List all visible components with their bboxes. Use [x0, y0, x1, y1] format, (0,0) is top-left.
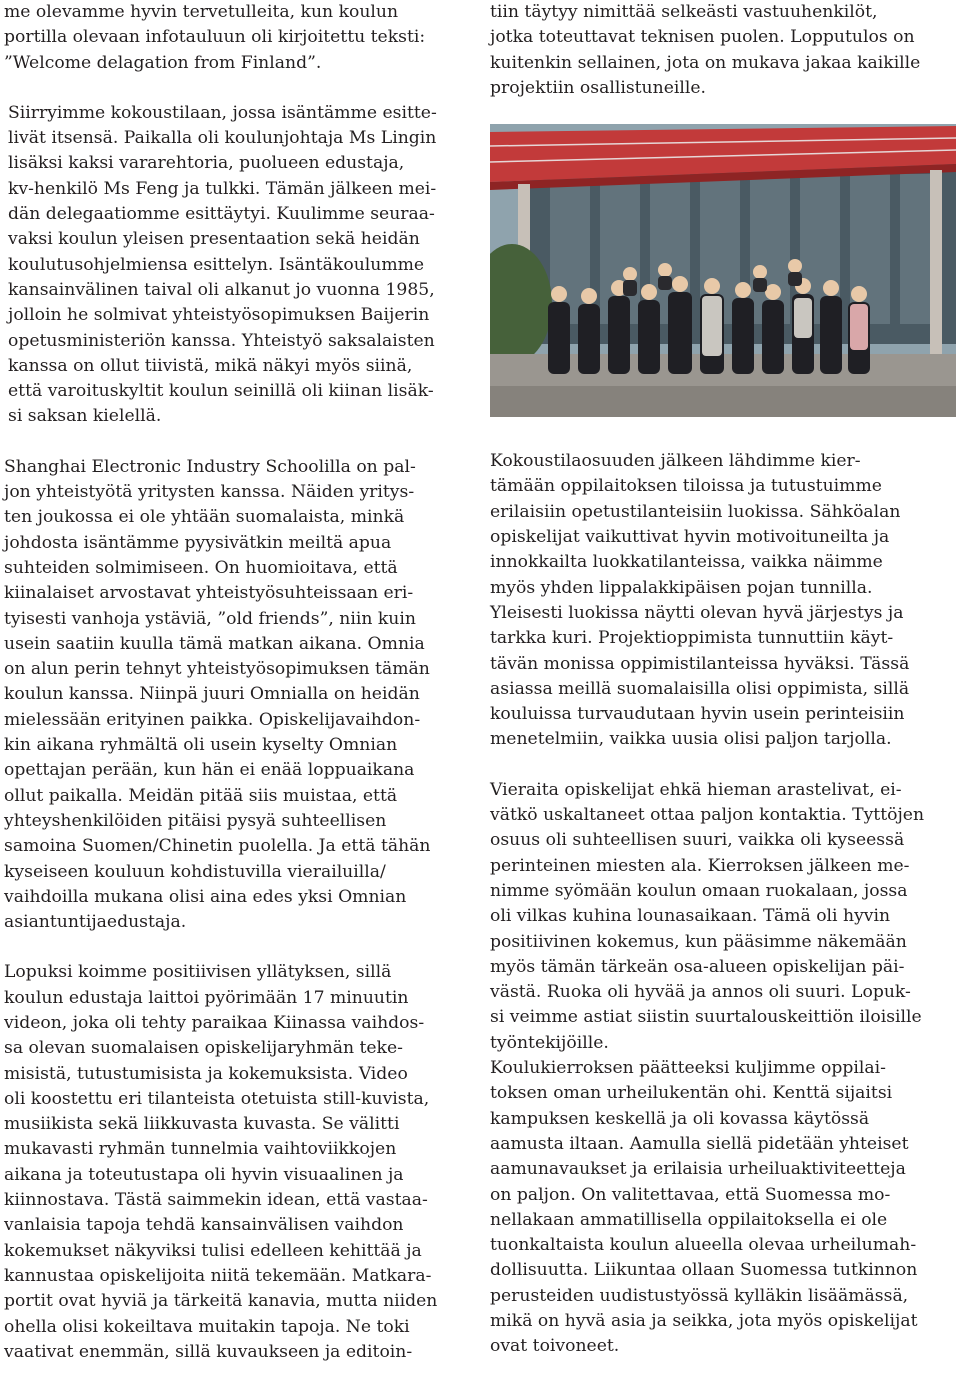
paragraph: me olevamme hyvin tervetulleita, kun koulun portilla olevaan infotauluun oli kirjoitettu teksti: ”Welcome delagation from Finland”. — [4, 2, 426, 73]
paragraph: Kokoustilaosuuden jälkeen lähdimme kier- tämään oppilaitoksen tiloissa ja tutustuimme erilaisiin opetustilanteisiin luokissa. Sähköalan opiskelijat vaikuttivat hyvin motivoituneilta ja innokkailta luokkatilanteissa, vaikka näimme myös yhden lippalakkipäisen pojan tunnilla. Yleisesti luokissa näytti olevan hyvä järjestys ja tarkka kuri. Projektioppimista tunnuttiin käyt- tävän monissa oppimistilanteissa hyväksi. Tässä asiassa meillä suomalaisilla olisi oppimista, sillä kouluissa turvaudutaan hyvin usein perinteisiin menetelmiin, vaikka uusia olisi paljon tarjolla. — [490, 451, 910, 750]
left-column — [4, 0, 466, 1365]
paragraph: Vieraita opiskelijat ehkä hieman arastelivat, ei- vätkö uskaltaneet ottaa paljon kontaktia. Tyttöjen osuus oli suhteellisen suuri, vaikka oli kyseessä perinteinen miesten ala. Kierroksen jälkeen me- nimme syömään koulun omaan ruokalaan, jossa oli vilkas kuhina lounasaikaan. Tämä oli hyvin positiivinen kokemus, kun pääsimme näkemään myös tämän tärkeän osa-alueen opiskelijan päi- västä. Ruoka oli hyvää ja annos oli suuri. Lopuk- si veimme astiat siistin suurtalouskeittiön iloisille työntekijöille. Koulukierroksen päätteeksi kuljimme oppilai- toksen oman urheilukentän ohi. Kenttä sijaitsi kampuksen keskellä ja oli kovassa käytössä aamusta iltaan. Aamulla siellä pidetään yhteiset aamunavaukset ja erilaisia urheiluaktiviteetteja on paljon. On valitettavaa, että Suomessa mo- nellakaan ammatillisella oppilaitoksella ei ole tuonkaltaista koulun alueella olevaa urheilumah- dollisuutta. Liikuntaa ollaan Suomessa tutkinnon perusteiden uudistustyössä kylläkin lisäämässä, mikä on hyvä asia ja seikka, jota myös opiskelijat ovat toivoneet. — [490, 779, 925, 1357]
group-photo-illustration — [490, 124, 956, 417]
paragraph: Shanghai Electronic Industry Schoolilla on pal- jon yhteistyötä yritysten kanssa. Näiden yritys- ten joukossa ei ole yhtään suomalaista, minkä johdosta isäntämme pyysivätkin meiltä apua suhteiden solmimiseen. On huomioitava, että kiinalaiset arvostavat yhteistyösuhteissaan eri- tyisesti vanhoja ystäviä, ”old friends”, niin kuin usein saatiin kuulla tämä matkan aikana. Omnia on alun perin tehnyt yhteistyösopimuksen tämän koulun kanssa. Niinpä juuri Omnialla on heidän mielessään erityinen paikka. Opiskelijavaihdon- kin aikana ryhmältä oli usein kyselty Omnian opettajan perään, kun hän ei enää loppuaikana ollut paikalla. Meidän pitää siis muistaa, että yhteyshenkilöiden pitäisi pysyä suhteellisen samoina Suomen/Chinetin puolella. Ja että tähän kyseiseen kouluun kohdistuvilla vierailuilla/ vaihdoilla mukana olisi aina edes yksi Omnian asiantuntijaedustaja. — [4, 456, 431, 933]
paragraph: Siirryimme kokoustilaan, jossa isäntämme esitte- livät itsensä. Paikalla oli koulunjohtaja Ms Lingin lisäksi kaksi vararehtoria, puolueen edustaja, kv-henkilö Ms Feng ja tulkki. Tämän jälkeen mei- dän delegaatiomme esittäytyi. Kuulimme seuraa- vaksi koulun yleisen presentaation sekä heidän koulutusohjelmiensa esittelyn. Isäntäkoulumme kansainvälinen taival oli alkanut jo vuonna 1985, jolloin he solmivat yhteistyösopimuksen Baijerin opetusministeriön kanssa. Yhteistyö saksalaisten kanssa on ollut tiivistä, mikä näkyi myös siinä, että varoituskyltit koulun seinillä oli kiinan lisäk- si saksan kielellä. — [8, 102, 437, 427]
group-photo — [490, 124, 956, 417]
paragraph: tiin täytyy nimittää selkeästi vastuuhenkilöt, jotka toteuttavat teknisen puolen. Lopputulos on kuitenkin sellainen, jota on mukava jakaa kaikille projektiin osallistuneille. — [490, 2, 921, 98]
paragraph: Lopuksi koimme positiivisen yllätyksen, sillä koulun edustaja laittoi pyörimään 17 minuutin videon, joka oli tehty paraikaa Kiinassa vaihdos- sa olevan suomalaisen opiskelijaryhmän teke- misistä, tutustumisista ja kokemuksista. Video oli koostettu eri tilanteista otetuista still-kuvista, musiikista sekä liikkuvasta kuvasta. Se välitti mukavasti ryhmän tunnelmia vaihtoviikkojen aikana ja toteutustapa oli hyvin visuaalinen ja kiinnostava. Tästä saimmekin idean, että vastaa- vanlaisia tapoja tehdä kansainvälisen vaihdon kokemukset näkyviksi tulisi edelleen kehittää ja kannustaa opiskelijoita niitä tekemään. Matkara- portit ovat hyviä ja tärkeitä kanavia, mutta niiden ohella olisi kokeiltava muitakin tapoja. Ne toki vaativat enemmän, sillä kuvaukseen ja editoin- — [4, 962, 438, 1362]
